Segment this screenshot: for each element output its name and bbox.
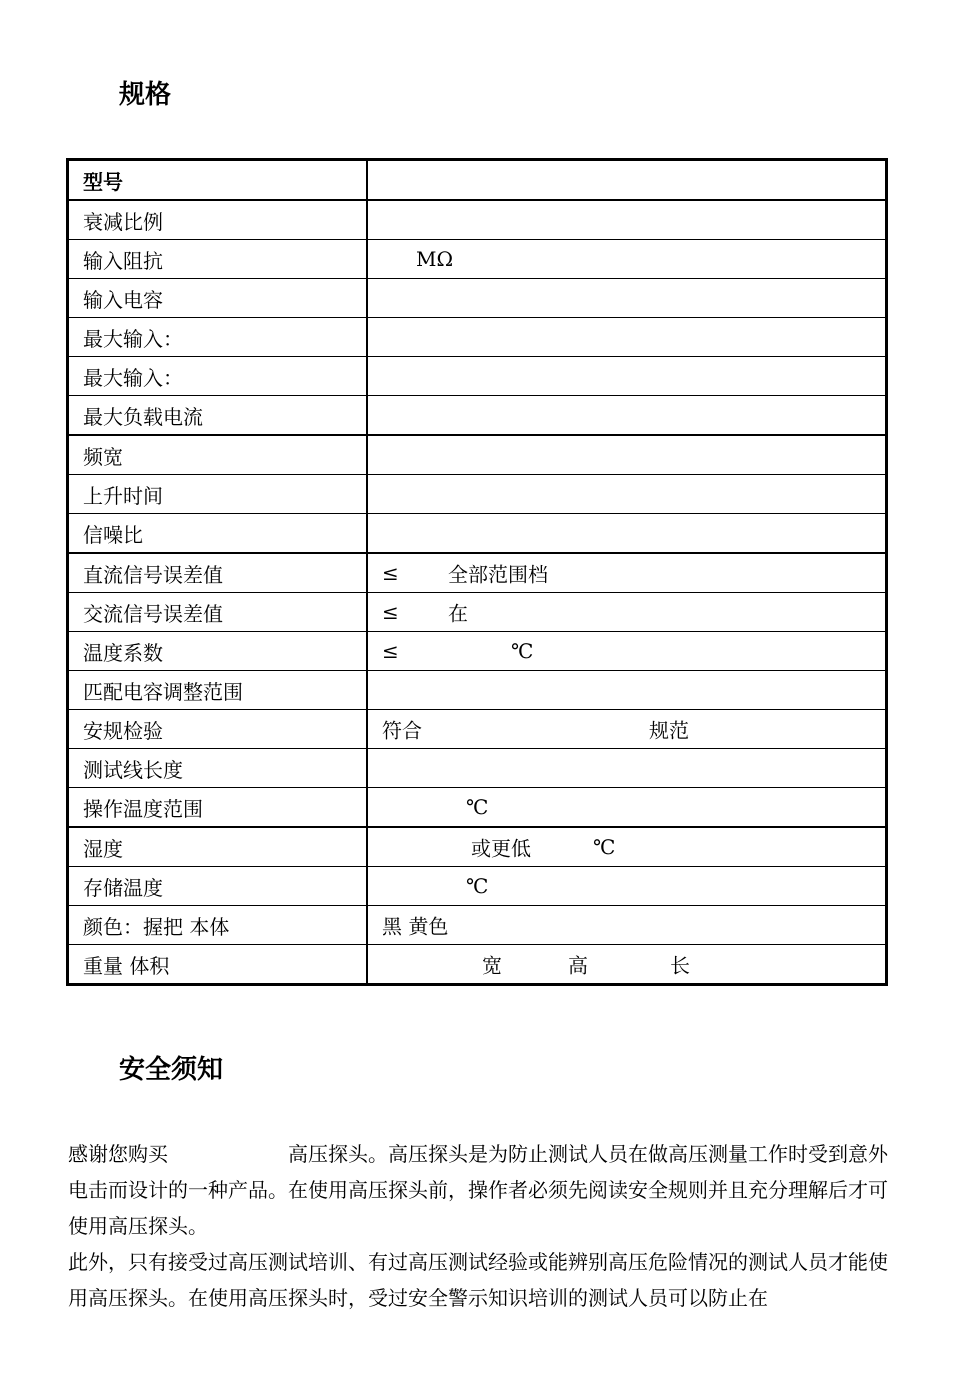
row-label: 最大负载电流 — [68, 396, 368, 436]
row-label: 重量 体积 — [68, 945, 368, 985]
table-row — [68, 593, 887, 632]
table-row — [68, 514, 887, 554]
row-value — [367, 240, 887, 279]
row-value — [367, 514, 887, 554]
value-fragment: MΩ — [416, 247, 454, 271]
paragraph: 此外，只有接受过高压测试培训、有过高压测试经验或能辨别高压危险情况的测试人员才能使用高压探头。在使用高压探头时，受过安全警示知识培训的测试人员可以防止在 — [68, 1250, 888, 1310]
row-label: 颜色：握把 本体 — [68, 906, 368, 945]
table-row — [68, 240, 887, 279]
row-value — [367, 318, 887, 357]
row-label: 最大输入： — [68, 318, 368, 357]
table-row — [68, 710, 887, 749]
row-value — [367, 671, 887, 710]
row-value — [367, 553, 887, 593]
row-value — [367, 396, 887, 436]
row-value — [367, 827, 887, 867]
row-value — [367, 749, 887, 788]
value-fragment: 高 — [568, 953, 588, 978]
row-value — [367, 906, 887, 945]
row-label: 操作温度范围 — [68, 788, 368, 828]
value-fragment: ℃ — [466, 874, 489, 898]
value-fragment: 在 — [448, 601, 468, 626]
table-row — [68, 357, 887, 396]
table-row — [68, 749, 887, 788]
row-label: 测试线长度 — [68, 749, 368, 788]
row-value — [367, 710, 887, 749]
paragraph: 感谢您购买 高压探头。高压探头是为防止测试人员在做高压测量工作时受到意外电击而设计的一种产品。在使用高压探头前，操作者必须先阅读安全规则并且充分理解后才可使用高压探头。 — [68, 1142, 888, 1238]
row-value — [367, 632, 887, 671]
table-row — [68, 435, 887, 475]
spec-table — [66, 158, 888, 986]
value-fragment: 黑 黄色 — [382, 914, 449, 939]
row-value — [367, 200, 887, 240]
table-row — [68, 279, 887, 318]
table-row — [68, 200, 887, 240]
row-value — [367, 357, 887, 396]
row-label: 型号 — [68, 160, 368, 201]
value-fragment: 规范 — [649, 718, 689, 743]
row-label: 存储温度 — [68, 867, 368, 906]
row-label: 安规检验 — [68, 710, 368, 749]
row-label: 输入阻抗 — [68, 240, 368, 279]
value-fragment: ℃ — [466, 795, 489, 819]
value-fragment: ℃ — [511, 639, 534, 663]
value-fragment: 符合 — [382, 718, 422, 743]
row-value — [367, 867, 887, 906]
row-value — [367, 435, 887, 475]
value-fragment: 全部范围档 — [448, 562, 548, 587]
value-fragment: 宽 — [482, 953, 502, 978]
row-label: 信噪比 — [68, 514, 368, 554]
table-row — [68, 906, 887, 945]
row-label: 衰减比例 — [68, 200, 368, 240]
table-row — [68, 396, 887, 436]
value-fragment: ≤ — [382, 600, 399, 624]
value-fragment: ≤ — [382, 561, 399, 585]
table-row — [68, 160, 887, 201]
row-value — [367, 945, 887, 985]
row-value — [367, 279, 887, 318]
safety-heading: 安全须知 — [119, 1055, 224, 1085]
table-row — [68, 671, 887, 710]
value-fragment: 或更低 — [471, 836, 531, 861]
table-row — [68, 945, 887, 985]
row-label: 湿度 — [68, 827, 368, 867]
spec-heading: 规格 — [119, 80, 172, 110]
row-label: 直流信号误差值 — [68, 553, 368, 593]
value-fragment: ≤ — [382, 639, 399, 663]
row-label: 输入电容 — [68, 279, 368, 318]
row-value — [367, 593, 887, 632]
row-value — [367, 788, 887, 828]
row-label: 最大输入： — [68, 357, 368, 396]
row-value — [367, 160, 887, 201]
row-label: 匹配电容调整范围 — [68, 671, 368, 710]
row-label: 温度系数 — [68, 632, 368, 671]
table-row — [68, 632, 887, 671]
row-label: 频宽 — [68, 435, 368, 475]
value-fragment: 长 — [670, 953, 690, 978]
table-row — [68, 475, 887, 514]
row-value — [367, 475, 887, 514]
table-row — [68, 827, 887, 867]
table-row — [68, 788, 887, 828]
table-row — [68, 867, 887, 906]
table-row — [68, 553, 887, 593]
safety-text — [68, 1136, 888, 1316]
row-label: 上升时间 — [68, 475, 368, 514]
table-row — [68, 318, 887, 357]
row-label: 交流信号误差值 — [68, 593, 368, 632]
value-fragment: ℃ — [593, 835, 616, 859]
